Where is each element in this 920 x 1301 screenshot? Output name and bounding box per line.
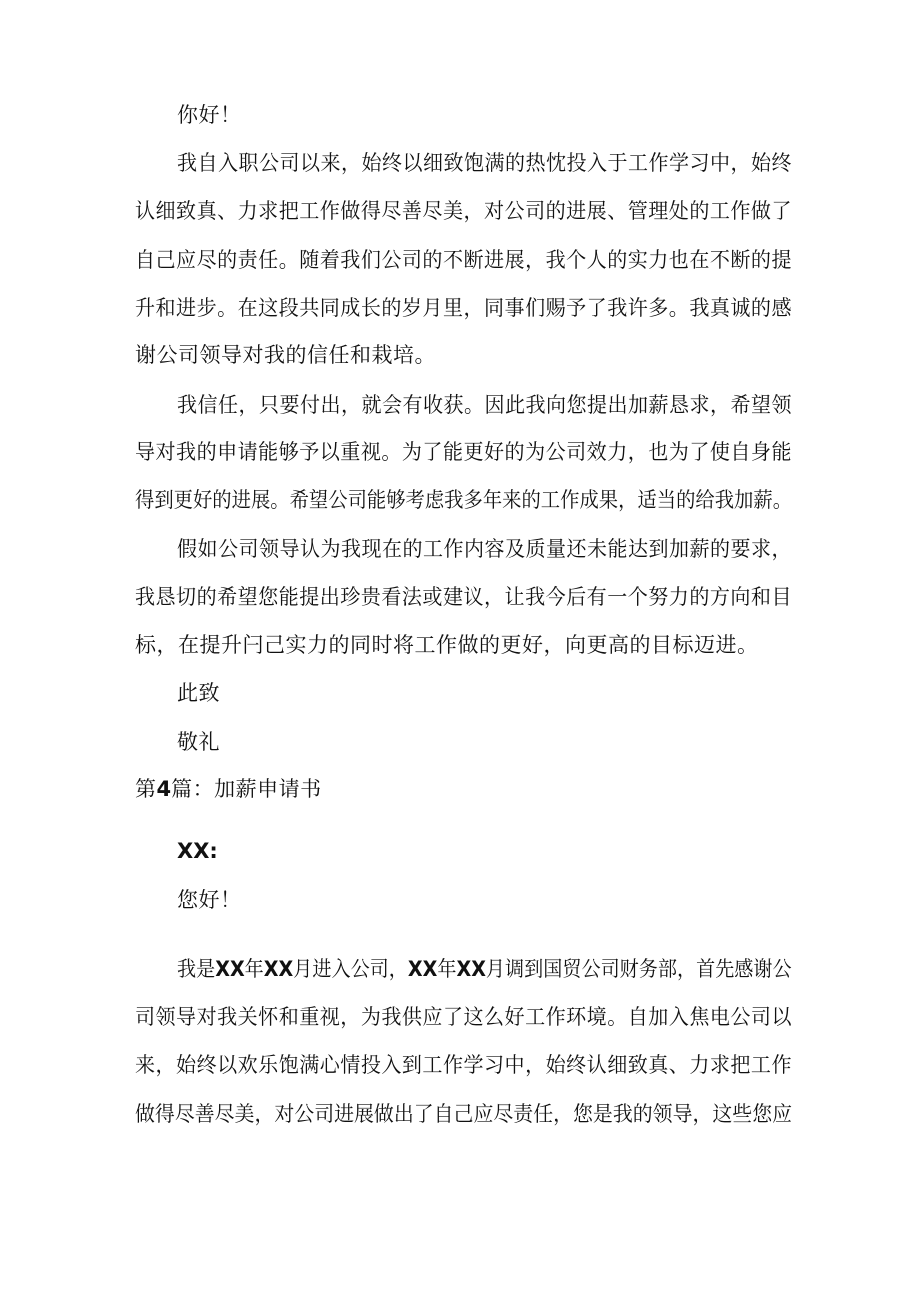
- letter1-p2-line2: 导对我的申请能够予以重视。为了能更好的为公司效力，也为了使自身能: [135, 440, 792, 464]
- letter1-p3-line3: 标，在提升闩己实力的同时将工作做的更好，向更高的目标迈进。: [135, 633, 759, 657]
- greeting-1: 你好！: [177, 103, 242, 127]
- letter1-p1-line5: 谢公司领导对我的信任和栽培。: [135, 343, 436, 367]
- text-segment: 月调到国贸公司财务部，首先感谢公: [485, 957, 792, 981]
- text-segment: 我是: [177, 957, 216, 981]
- closing-jingli: 敬礼: [177, 730, 220, 754]
- letter1-p1-line3: 自己应尽的责任。随着我们公司的不断进展，我个人的实力也在不断的提: [135, 248, 792, 272]
- section-heading: [135, 774, 322, 804]
- text-segment: 年: [437, 957, 457, 981]
- placeholder-month: XX: [456, 957, 486, 981]
- section-prefix: 第: [135, 777, 157, 801]
- placeholder-month: XX: [263, 957, 294, 981]
- letter1-p2-line3: 得到更好的进展。希望公司能够考虑我多年来的工作成果，适当的给我加薪。: [135, 488, 793, 512]
- greeting-2: 您好！: [177, 888, 242, 912]
- letter2-p1-line4: 做得尽善尽美，对公司进展做出了自己应尽责任，您是我的领导，这些您应: [135, 1102, 793, 1126]
- letter1-p1-line2: 认细致真、力求把工作做得尽善尽美，对公司的进展、管理处的工作做了: [135, 199, 792, 223]
- section-suffix: 篇：加薪申请书: [171, 777, 322, 801]
- letter2-p1-line3: 来，始终以欢乐饱满心情投入到工作学习中，始终认细致真、力求把工作: [135, 1053, 792, 1077]
- text-segment: 月进入公司，: [293, 957, 408, 981]
- letter1-p1-line1: 我自入职公司以来，始终以细致饱满的热忱投入于工作学习中，始终: [177, 151, 793, 175]
- letter2-p1-line2: 司领导对我关怀和重视，为我供应了这么好工作环境。自加入焦电公司以: [135, 1005, 792, 1029]
- letter1-p1-line4: 升和进步。在这段共同成长的岁月里，同事们赐予了我许多。我真诚的感: [135, 296, 792, 320]
- salutation: XX:: [177, 839, 218, 863]
- placeholder-year: XX: [407, 957, 438, 981]
- closing-cizhi: 此致: [177, 681, 220, 705]
- letter2-p1-line1: [177, 954, 792, 984]
- letter1-p2-line1: 我信任，只要付出，就会有收获。因此我向您提出加薪恳求，希望领: [177, 393, 793, 417]
- letter1-p3-line2: 我恳切的希望您能提出珍贵看法或建议，让我今后有一个努力的方向和目: [135, 585, 792, 609]
- letter1-p3-line1: 假如公司领导认为我现在的工作内容及质量还未能达到加薪的要求，: [177, 537, 793, 561]
- section-number: 4: [156, 777, 172, 801]
- placeholder-year: XX: [215, 957, 245, 981]
- text-segment: 年: [244, 957, 264, 981]
